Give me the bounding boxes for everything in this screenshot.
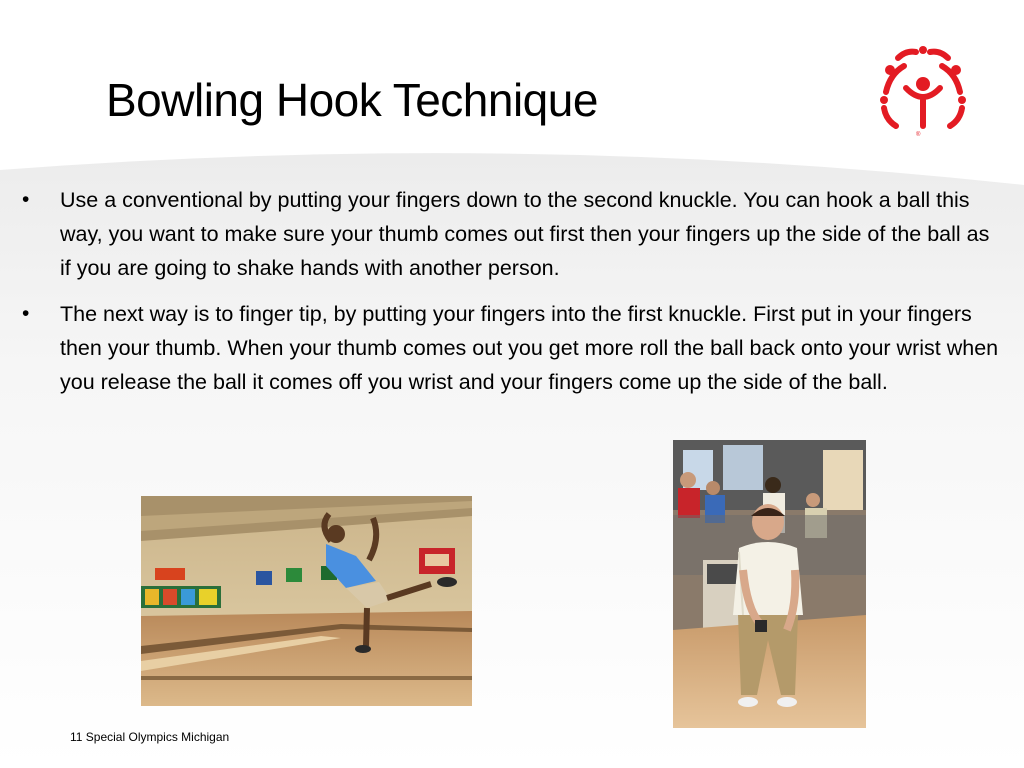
special-olympics-logo bbox=[876, 44, 970, 138]
bullet-text: Use a conventional by putting your fingers down to the second knuckle. You can hook a ball this way, you want to make sure your thumb comes out first then your fingers up the side of the ball as if you are going to shake hands with another person. bbox=[60, 188, 990, 280]
bullet-marker: • bbox=[22, 188, 30, 211]
bullet-item bbox=[20, 297, 1005, 399]
slide-footer: 11 Special Olympics Michigan bbox=[70, 730, 230, 744]
slide-title: Bowling Hook Technique bbox=[106, 74, 598, 126]
bowling-photo-white-shirt bbox=[673, 440, 866, 728]
bullet-marker: • bbox=[22, 302, 30, 325]
bullet-list bbox=[20, 183, 1005, 411]
svg-text:®: ® bbox=[916, 132, 921, 138]
bullet-text: The next way is to finger tip, by putting your fingers into the first knuckle. First put in your fingers then your thumb. When your thumb comes out you get more roll the ball back onto your wrist when you release the ball it comes off you wrist and your fingers come up the side of the ball. bbox=[60, 302, 999, 394]
bowling-photo-blue-shirt bbox=[141, 496, 472, 706]
bullet-item bbox=[20, 183, 1005, 285]
